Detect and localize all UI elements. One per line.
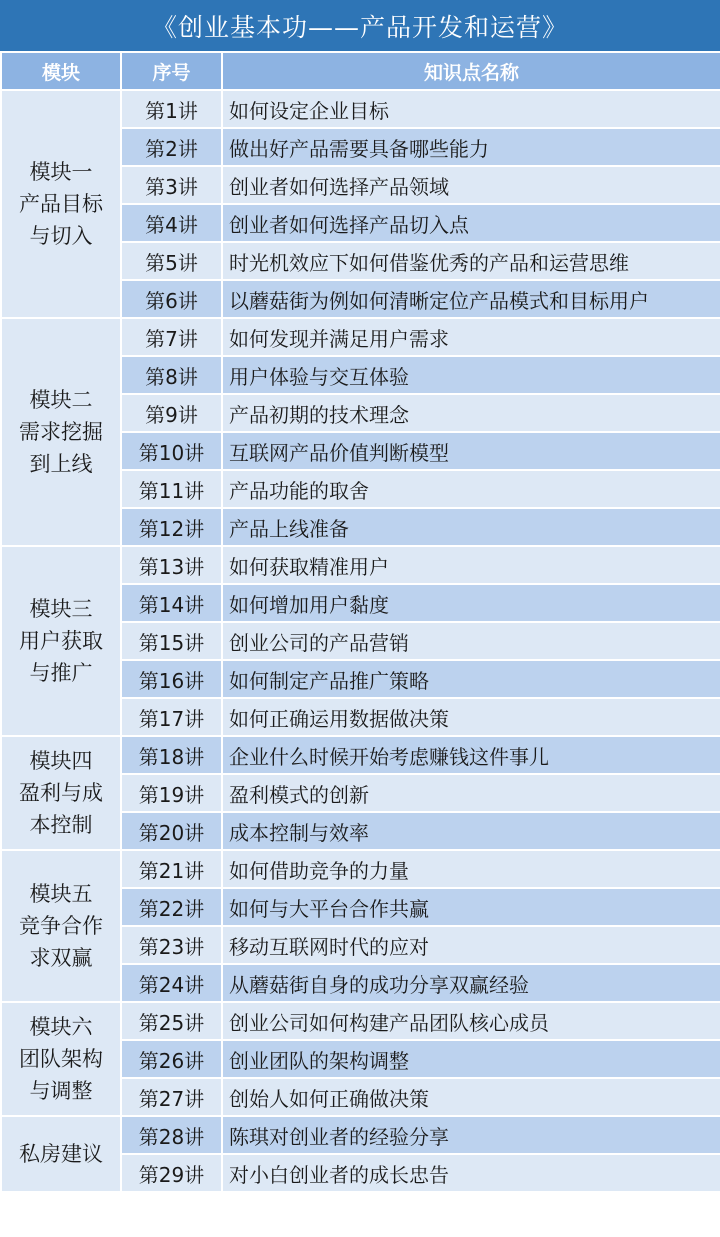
lecture-name: 成本控制与效率 <box>222 812 720 850</box>
table-body <box>1 90 720 1192</box>
module-label-line: 竞争合作 <box>19 914 103 938</box>
table-row <box>1 1002 720 1040</box>
lecture-seq: 第21讲 <box>121 850 222 888</box>
lecture-name: 产品功能的取舍 <box>222 470 720 508</box>
lecture-name: 如何设定企业目标 <box>222 90 720 128</box>
lecture-seq: 第14讲 <box>121 584 222 622</box>
lecture-seq: 第19讲 <box>121 774 222 812</box>
lecture-seq: 第7讲 <box>121 318 222 356</box>
lecture-name: 以蘑菇街为例如何清晰定位产品模式和目标用户 <box>222 280 720 318</box>
lecture-name: 创业公司如何构建产品团队核心成员 <box>222 1002 720 1040</box>
module-label-line: 模块三 <box>29 597 93 621</box>
lecture-seq: 第6讲 <box>121 280 222 318</box>
lecture-seq: 第16讲 <box>121 660 222 698</box>
lecture-seq: 第10讲 <box>121 432 222 470</box>
module-label-line: 模块二 <box>29 388 93 412</box>
lecture-name: 从蘑菇街自身的成功分享双赢经验 <box>222 964 720 1002</box>
lecture-seq: 第27讲 <box>121 1078 222 1116</box>
lecture-seq: 第2讲 <box>121 128 222 166</box>
lecture-name: 企业什么时候开始考虑赚钱这件事儿 <box>222 736 720 774</box>
module-label-line: 用户获取 <box>19 629 103 653</box>
lecture-seq: 第25讲 <box>121 1002 222 1040</box>
lecture-name: 创始人如何正确做决策 <box>222 1078 720 1116</box>
lecture-seq: 第28讲 <box>121 1116 222 1154</box>
lecture-name: 如何借助竞争的力量 <box>222 850 720 888</box>
module-cell <box>1 1116 121 1192</box>
lecture-seq: 第18讲 <box>121 736 222 774</box>
module-cell <box>1 546 121 736</box>
module-label-line: 盈利与成 <box>19 781 103 805</box>
lecture-name: 移动互联网时代的应对 <box>222 926 720 964</box>
lecture-seq: 第29讲 <box>121 1154 222 1192</box>
lecture-seq: 第4讲 <box>121 204 222 242</box>
lecture-seq: 第8讲 <box>121 356 222 394</box>
lecture-name: 如何与大平台合作共赢 <box>222 888 720 926</box>
lecture-name: 产品初期的技术理念 <box>222 394 720 432</box>
module-label-line: 需求挖掘 <box>19 420 103 444</box>
module-cell <box>1 736 121 850</box>
table-row <box>1 736 720 774</box>
lecture-name: 如何制定产品推广策略 <box>222 660 720 698</box>
lecture-name: 陈琪对创业者的经验分享 <box>222 1116 720 1154</box>
lecture-name: 创业团队的架构调整 <box>222 1040 720 1078</box>
lecture-name: 创业者如何选择产品切入点 <box>222 204 720 242</box>
module-label-line: 与推广 <box>29 661 93 685</box>
table-row <box>1 318 720 356</box>
lecture-seq: 第26讲 <box>121 1040 222 1078</box>
table-row <box>1 90 720 128</box>
lecture-name: 盈利模式的创新 <box>222 774 720 812</box>
header-seq: 序号 <box>121 52 222 90</box>
module-label-line: 团队架构 <box>19 1047 103 1071</box>
header-module: 模块 <box>1 52 121 90</box>
lecture-seq: 第3讲 <box>121 166 222 204</box>
module-label-line: 本控制 <box>29 813 93 837</box>
lecture-name: 如何增加用户黏度 <box>222 584 720 622</box>
lecture-name: 如何获取精准用户 <box>222 546 720 584</box>
lecture-name: 互联网产品价值判断模型 <box>222 432 720 470</box>
module-label-line: 模块五 <box>29 882 93 906</box>
lecture-name: 对小白创业者的成长忠告 <box>222 1154 720 1192</box>
lecture-seq: 第5讲 <box>121 242 222 280</box>
curriculum-table <box>0 51 720 1193</box>
lecture-name: 如何发现并满足用户需求 <box>222 318 720 356</box>
table-row <box>1 1116 720 1154</box>
module-label-line: 模块一 <box>29 160 93 184</box>
table-row <box>1 850 720 888</box>
lecture-name: 如何正确运用数据做决策 <box>222 698 720 736</box>
lecture-seq: 第15讲 <box>121 622 222 660</box>
module-label-line: 私房建议 <box>19 1142 103 1166</box>
lecture-name: 产品上线准备 <box>222 508 720 546</box>
module-cell <box>1 850 121 1002</box>
lecture-seq: 第23讲 <box>121 926 222 964</box>
header-name: 知识点名称 <box>222 52 720 90</box>
lecture-seq: 第17讲 <box>121 698 222 736</box>
lecture-name: 时光机效应下如何借鉴优秀的产品和运营思维 <box>222 242 720 280</box>
table-header-row <box>1 52 720 90</box>
lecture-seq: 第12讲 <box>121 508 222 546</box>
module-cell <box>1 1002 121 1116</box>
lecture-seq: 第20讲 <box>121 812 222 850</box>
module-label-line: 与切入 <box>29 224 93 248</box>
module-label-line: 模块六 <box>29 1015 93 1039</box>
module-label-line: 求双赢 <box>29 946 93 970</box>
lecture-name: 用户体验与交互体验 <box>222 356 720 394</box>
lecture-seq: 第24讲 <box>121 964 222 1002</box>
module-label-line: 到上线 <box>29 452 93 476</box>
page-title: 《创业基本功——产品开发和运营》 <box>0 0 720 51</box>
module-label-line: 模块四 <box>29 749 93 773</box>
lecture-name: 创业公司的产品营销 <box>222 622 720 660</box>
lecture-name: 做出好产品需要具备哪些能力 <box>222 128 720 166</box>
lecture-seq: 第13讲 <box>121 546 222 584</box>
lecture-seq: 第11讲 <box>121 470 222 508</box>
lecture-name: 创业者如何选择产品领域 <box>222 166 720 204</box>
module-label-line: 产品目标 <box>19 192 103 216</box>
lecture-seq: 第22讲 <box>121 888 222 926</box>
lecture-seq: 第1讲 <box>121 90 222 128</box>
module-label-line: 与调整 <box>29 1079 93 1103</box>
module-cell <box>1 318 121 546</box>
table-row <box>1 546 720 584</box>
module-cell <box>1 90 121 318</box>
lecture-seq: 第9讲 <box>121 394 222 432</box>
